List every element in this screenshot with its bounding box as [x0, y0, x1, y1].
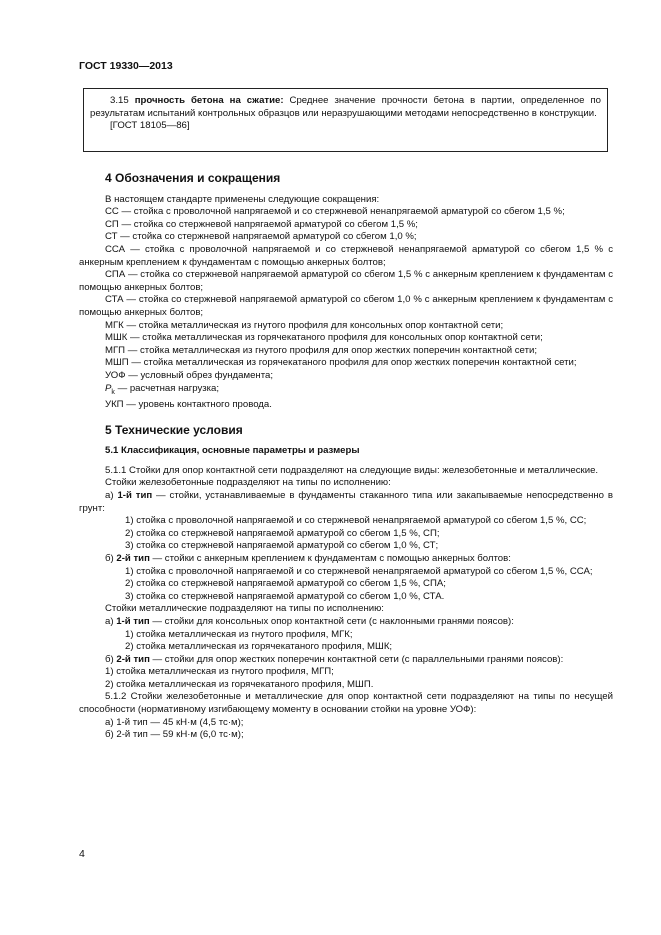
abbr-item: СТ — стойка со стержневой напрягаемой арматурой со сбегом 1,0 %;: [105, 231, 417, 243]
metal-type-a: [79, 616, 613, 629]
list-item: 2) стойка металлическая из горячекатаного профиля, МШК;: [125, 641, 393, 653]
definition-number: 3.15: [110, 95, 129, 106]
type-text: — стойки, устанавливаемые в фундаменты стаканного типа или закапываемые непосредственно в грунт:: [79, 489, 613, 514]
list-label: б): [105, 552, 114, 564]
list-item: 2) стойка со стержневой напрягаемой арматурой со сбегом 1,5 %, СПА;: [125, 578, 446, 590]
abbr-item: СС — стойка с проволочной напрягаемой и со стержневой ненапрягаемой арматурой со сбегом 1,5 %;: [105, 206, 565, 218]
abbr-item: СП — стойка со стержневой напрягаемой арматурой со сбегом 1,5 %;: [105, 218, 418, 230]
rc-type-a: [79, 490, 613, 515]
main-content: [79, 164, 613, 742]
metal-type-b: [79, 654, 613, 667]
page-number: 4: [79, 848, 85, 860]
definition-text: [90, 95, 601, 120]
list-label: а): [105, 615, 114, 627]
definition-term: прочность бетона на сжатие:: [134, 95, 284, 106]
metal-intro: Стойки металлические подразделяют на типы по исполнению:: [105, 603, 384, 615]
abbr-item: МГК — стойка металлическая из гнутого профиля для консольных опор контактной сети;: [105, 319, 504, 331]
list-item: 3) стойка со стержневой напрягаемой арматурой со сбегом 1,0 %, СТ;: [125, 540, 439, 552]
type-label: 1-й тип: [116, 615, 150, 627]
document-header: ГОСТ 19330—2013: [79, 60, 173, 72]
type-label: 1-й тип: [117, 489, 153, 501]
list-item: 2) стойка металлическая из горячекатаного профиля, МШП.: [105, 678, 374, 690]
abbr-item: УКП — уровень контактного провода.: [105, 399, 272, 410]
type-label: 2-й тип: [116, 653, 150, 665]
list-label: б): [105, 653, 114, 665]
abbr-item: МШП — стойка металлическая из горячекатаного профиля для опор жестких поперечин контактной сети;: [105, 357, 577, 369]
pk-subscript: k: [111, 388, 115, 396]
section-4-intro: В настоящем стандарте применены следующие сокращения:: [105, 193, 380, 205]
rc-type-b: [79, 553, 613, 566]
list-item: а) 1-й тип — 45 кН·м (4,5 тс·м);: [105, 716, 244, 728]
subsection-5-1-title: 5.1 Классификация, основные параметры и размеры: [105, 445, 360, 457]
list-item: 3) стойка со стержневой напрягаемой арматурой со сбегом 1,0 %, СТА.: [125, 590, 445, 602]
abbr-item: МГП — стойка металлическая из гнутого профиля для опор жестких поперечин контактной сети;: [105, 344, 537, 356]
pk-symbol: P: [105, 382, 112, 394]
list-item: 1) стойка металлическая из гнутого профиля, МГП;: [105, 666, 334, 678]
definition-reference: [ГОСТ 18105—86]: [110, 120, 190, 132]
definition-body: Среднее значение прочности бетона в партии, определенное по результатам испытаний контрольных образцов или неразрушающими методами непосредственно в конструкции.: [90, 95, 601, 119]
list-item: 1) стойка металлическая из гнутого профиля, МГК;: [125, 628, 353, 640]
section-4-title: 4 Обозначения и сокращения: [105, 171, 281, 185]
clause-5-1-2: 5.1.2 Стойки железобетонные и металлические для опор контактной сети подразделяют на типы по несущей способности (нормативному изгибающему моменту в основании стойки на уровне УОФ):: [79, 691, 613, 716]
type-label: 2-й тип: [116, 552, 150, 564]
list-item: 2) стойка со стержневой напрягаемой арматурой со сбегом 1,5 %, СП;: [125, 527, 440, 539]
abbr-item: СПА — стойка со стержневой напрягаемой арматурой со сбегом 1,5 % с анкерным креплением к фундаментам с помощью анкерных болтов;: [79, 269, 613, 293]
section-5-title: 5 Технические условия: [105, 422, 243, 437]
list-item: 1) стойка с проволочной напрягаемой и со стержневой ненапрягаемой арматурой со сбегом 1,5 %, СС;: [125, 515, 587, 527]
abbr-item: УОФ — условный обрез фундамента;: [105, 369, 273, 381]
definition-box: [83, 88, 608, 152]
abbr-item: СТА — стойка со стержневой напрягаемой арматурой со сбегом 1,0 % с анкерным креплением к фундаментам с помощью анкерных болтов;: [79, 294, 613, 318]
type-text: — стойки для консольных опор контактной сети (с наклонными гранями поясов):: [149, 615, 514, 627]
list-item: б) 2-й тип — 59 кН·м (6,0 тс·м);: [105, 729, 244, 741]
type-text: — стойки для опор жестких поперечин контактной сети (с параллельными гранями поясов):: [149, 653, 564, 665]
abbr-item-pk: [79, 383, 613, 400]
rc-intro: Стойки железобетонные подразделяют на типы по исполнению:: [105, 477, 391, 489]
list-item: 1) стойка с проволочной напрягаемой и со стержневой ненапрягаемой арматурой со сбегом 1,5 %, ССА;: [125, 565, 593, 577]
abbr-item: ССА — стойка с проволочной напрягаемой и со стержневой ненапрягаемой арматурой со сбегом 1,5 % с анкерным креплением к фундаментам с помощью анкерных болтов;: [79, 243, 613, 268]
list-label: а): [105, 489, 114, 501]
clause-5-1-1: 5.1.1 Стойки для опор контактной сети подразделяют на следующие виды: железобетонные и металлические.: [105, 464, 599, 476]
pk-text: — расчетная нагрузка;: [114, 382, 220, 394]
abbr-item: МШК — стойка металлическая из горячекатаного профиля для консольных опор контактной сети;: [105, 332, 543, 344]
type-text: — стойки с анкерным креплением к фундаментам с помощью анкерных болтов:: [149, 552, 511, 564]
